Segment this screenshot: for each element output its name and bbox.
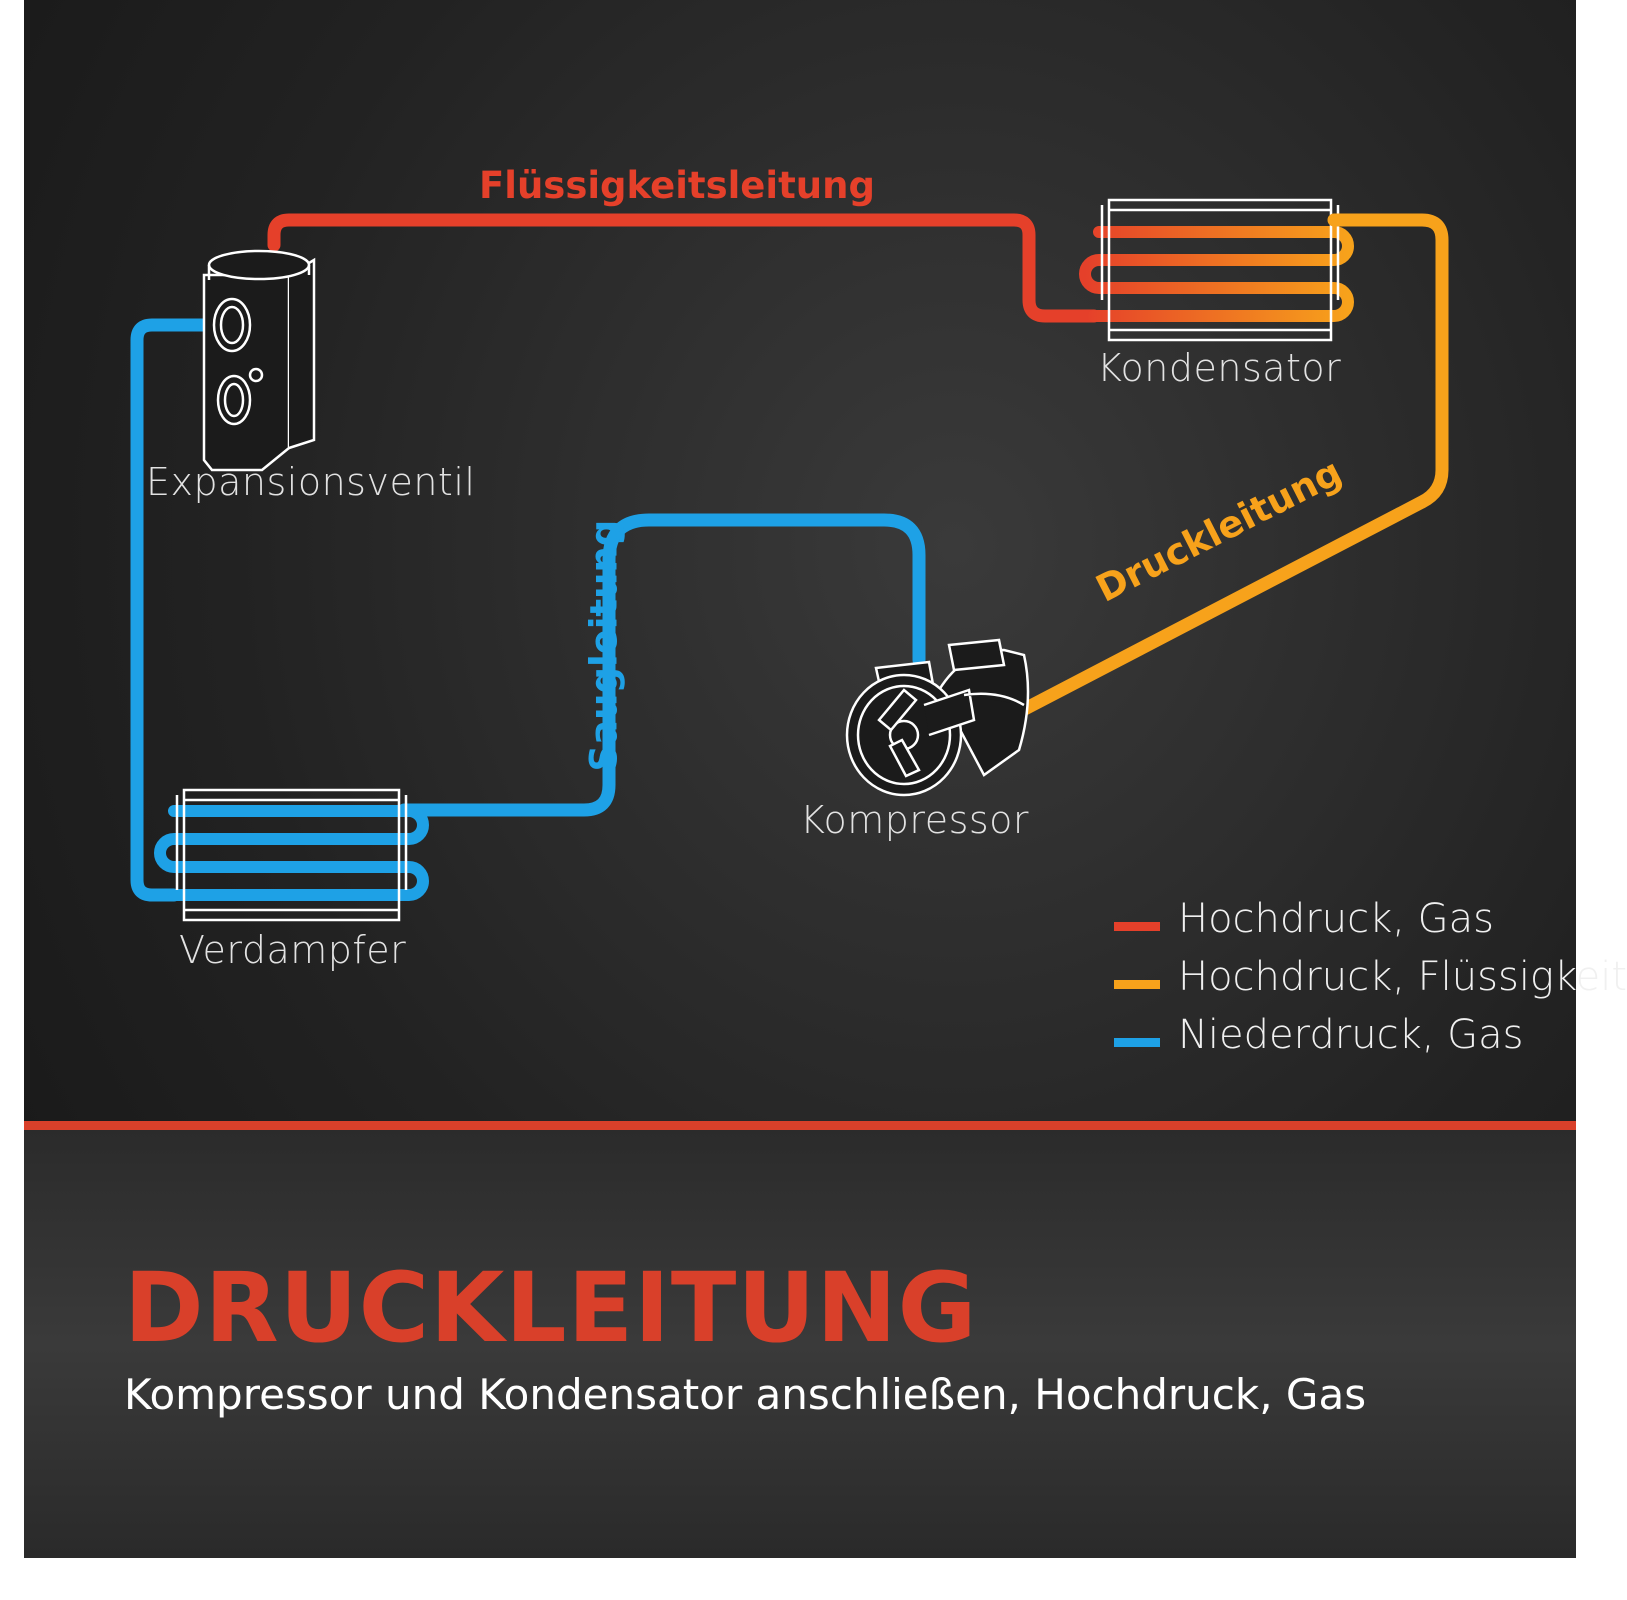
legend-swatch-blue bbox=[1114, 1038, 1160, 1047]
legend-label: Niederdruck, Gas bbox=[1178, 1012, 1524, 1058]
compressor-icon bbox=[847, 640, 1028, 795]
legend-item-high-pressure-gas bbox=[1114, 890, 1627, 948]
liquid-line-pipe bbox=[274, 220, 1094, 316]
evaporator-label: Verdampfer bbox=[179, 928, 407, 972]
legend-label: Hochdruck, Flüssigkeit bbox=[1178, 954, 1627, 1000]
legend bbox=[1114, 890, 1627, 1064]
liquid-line-label: Flüssigkeitsleitung bbox=[479, 164, 875, 207]
expansion-valve-icon bbox=[204, 251, 314, 470]
legend-label: Hochdruck, Gas bbox=[1178, 896, 1495, 942]
diagram-panel bbox=[24, 0, 1627, 1558]
subline: Kompressor und Kondensator anschließen, Hochdruck, Gas bbox=[124, 1370, 1367, 1419]
legend-item-low-pressure-gas bbox=[1114, 1006, 1627, 1064]
expansion-valve-label: Expansionsventil bbox=[146, 460, 476, 504]
legend-item-high-pressure-liquid bbox=[1114, 948, 1627, 1006]
condenser-coil bbox=[1085, 232, 1348, 316]
suction-line-label: Saugleitung bbox=[582, 519, 626, 772]
legend-swatch-red bbox=[1114, 922, 1160, 931]
headline: DRUCKLEITUNG bbox=[124, 1252, 978, 1364]
suction-line-pipe bbox=[404, 520, 919, 810]
legend-swatch-orange bbox=[1114, 980, 1160, 989]
evaporator-coil bbox=[160, 811, 423, 895]
condenser-label: Kondensator bbox=[1097, 346, 1342, 390]
compressor-label: Kompressor bbox=[800, 798, 1030, 842]
pressure-line-label: Druckleitung bbox=[1089, 450, 1349, 611]
